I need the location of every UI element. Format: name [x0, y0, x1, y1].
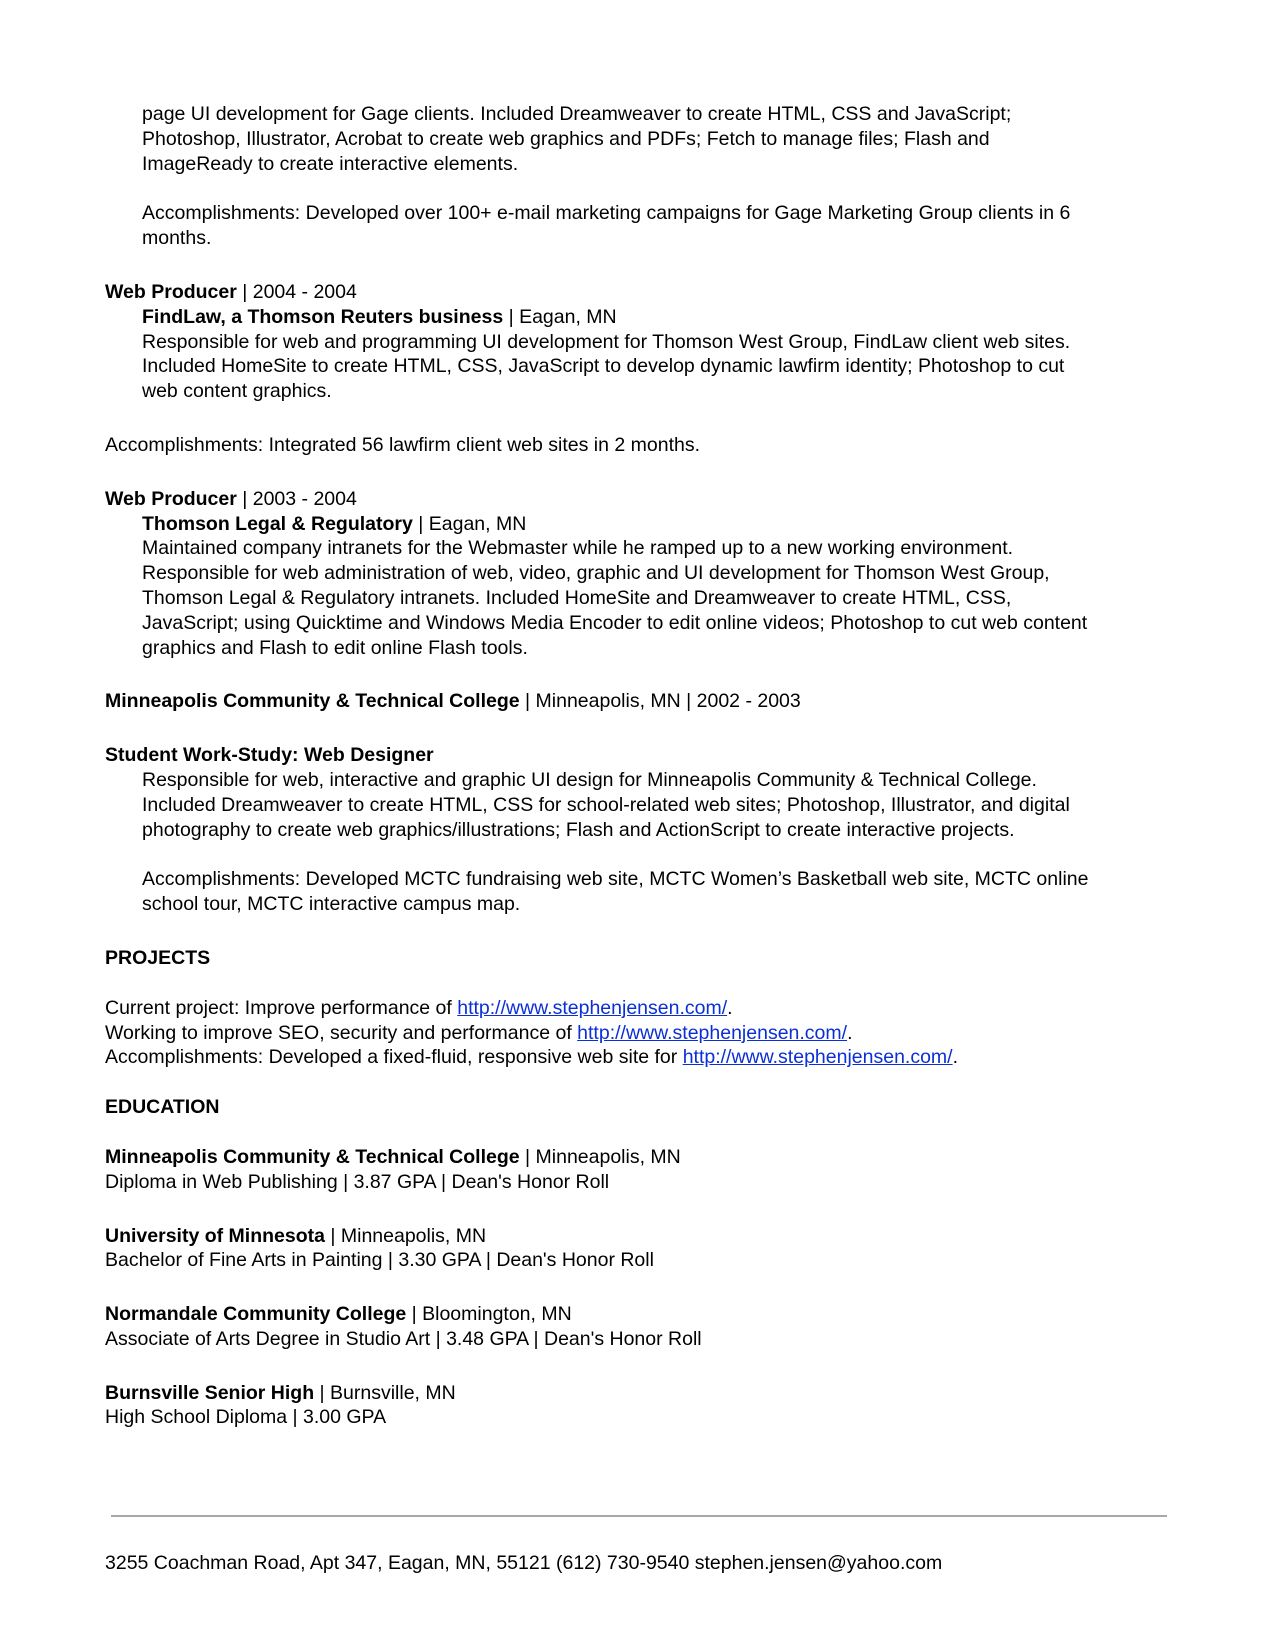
- project-text: Current project: Improve performance of: [105, 996, 458, 1019]
- gage-description: [105, 102, 1175, 176]
- school-name: University of Minnesota: [105, 1224, 325, 1247]
- school-heading: [105, 1224, 1175, 1249]
- education-heading: EDUCATION: [105, 1096, 220, 1119]
- school-heading: [105, 1302, 1175, 1327]
- gage-desc-line: Photoshop, Illustrator, Acrobat to create web graphics and PDFs; Fetch to manage files; Flash and: [142, 127, 990, 150]
- mctc-job-title: Student Work-Study: Web Designer: [105, 744, 434, 767]
- school-heading: [105, 1381, 1175, 1406]
- gage-desc-line: page UI development for Gage clients. Included Dreamweaver to create HTML, CSS and JavaScript;: [142, 103, 1012, 125]
- project-line: [105, 996, 1175, 1021]
- gage-desc-line: ImageReady to create interactive elements.: [142, 152, 519, 175]
- school-location: | Burnsville, MN: [314, 1381, 456, 1404]
- thomson-desc-line: Responsible for web administration of web, video, graphic and UI development for Thomson West Group,: [142, 562, 1050, 585]
- company-name: Thomson Legal & Regulatory: [142, 512, 413, 535]
- website-link[interactable]: http://www.stephenjensen.com/: [682, 1046, 953, 1069]
- mctc-accomplishment-line: school tour, MCTC interactive campus map.: [142, 893, 521, 916]
- school-location: | Bloomington, MN: [406, 1303, 572, 1326]
- project-line: [105, 1045, 1175, 1070]
- thomson-desc-line: Thomson Legal & Regulatory intranets. Included HomeSite and Dreamweaver to create HTML, CSS,: [142, 586, 1012, 609]
- school-name: Normandale Community College: [105, 1303, 407, 1326]
- job-dates: | 2003 - 2004: [236, 487, 357, 510]
- job-title: Web Producer: [105, 487, 237, 510]
- school-location: | Minneapolis, MN: [324, 1224, 487, 1247]
- gage-accomplishments: [105, 201, 1175, 251]
- company-location: | Eagan, MN: [412, 512, 527, 535]
- gage-accomplishment-line: months.: [142, 227, 212, 250]
- project-text: Accomplishments: Developed a fixed-fluid, responsive web site for: [105, 1046, 683, 1069]
- thomson-job-heading: [105, 487, 1175, 512]
- school-name: Minneapolis Community & Technical College: [105, 1145, 520, 1168]
- thomson-company-line: [142, 512, 1175, 537]
- project-suffix: .: [952, 1046, 959, 1069]
- job-title: Web Producer: [105, 280, 237, 303]
- job-dates: | 2004 - 2004: [236, 280, 357, 303]
- findlaw-desc-line: Included HomeSite to create HTML, CSS, JavaScript to develop dynamic lawfirm identity; Photoshop to cut: [142, 355, 1065, 378]
- footer-contact: 3255 Coachman Road, Apt 347, Eagan, MN, 55121 (612) 730-9540 stephen.jensen@yahoo.com: [105, 1552, 943, 1574]
- mctc-accomplishments: [105, 867, 1175, 917]
- school-location: | Minneapolis, MN: [519, 1145, 681, 1168]
- findlaw-desc-line: Responsible for web and programming UI development for Thomson West Group, FindLaw client web sites.: [142, 330, 1071, 353]
- thomson-details: [105, 512, 1175, 661]
- findlaw-company-line: [142, 305, 1175, 330]
- school-detail: Associate of Arts Degree in Studio Art | 3.48 GPA | Dean's Honor Roll: [105, 1327, 702, 1350]
- project-line: [105, 1021, 1175, 1046]
- school-detail: Diploma in Web Publishing | 3.87 GPA | Dean's Honor Roll: [105, 1170, 610, 1193]
- projects-heading: PROJECTS: [105, 946, 211, 969]
- mctc-desc-line: Responsible for web, interactive and graphic UI design for Minneapolis Community & Technical College.: [142, 768, 1037, 791]
- findlaw-accomplishment: Accomplishments: Integrated 56 lawfirm client web sites in 2 months.: [105, 433, 701, 456]
- footer-divider: [111, 1515, 1167, 1517]
- thomson-desc-line: JavaScript; using Quicktime and Windows Media Encoder to edit online videos; Photoshop to cut web content: [142, 611, 1088, 634]
- company-name: FindLaw, a Thomson Reuters business: [142, 305, 504, 328]
- employer-name: Minneapolis Community & Technical College: [105, 690, 520, 713]
- resume-content: [105, 102, 1175, 1430]
- project-suffix: .: [727, 996, 733, 1019]
- website-link[interactable]: http://www.stephenjensen.com/: [457, 996, 728, 1019]
- employer-location-dates: | Minneapolis, MN | 2002 - 2003: [519, 690, 801, 713]
- mctc-desc-line: photography to create web graphics/illustrations; Flash and ActionScript to create interactive projects.: [142, 818, 1015, 841]
- website-link[interactable]: http://www.stephenjensen.com/: [577, 1021, 848, 1044]
- school-detail: Bachelor of Fine Arts in Painting | 3.30 GPA | Dean's Honor Roll: [105, 1249, 654, 1272]
- school-name: Burnsville Senior High: [105, 1381, 315, 1404]
- findlaw-desc-line: web content graphics.: [142, 380, 332, 403]
- findlaw-details: [105, 305, 1175, 404]
- findlaw-job-heading: [105, 280, 1175, 305]
- gage-accomplishment-line: Accomplishments: Developed over 100+ e-mail marketing campaigns for Gage Marketing Group clients in 6: [142, 202, 1071, 225]
- project-suffix: .: [847, 1021, 853, 1044]
- school-heading: [105, 1145, 1175, 1170]
- thomson-desc-line: Maintained company intranets for the Webmaster while he ramped up to a new working environment.: [142, 537, 1014, 560]
- mctc-accomplishment-line: Accomplishments: Developed MCTC fundraising web site, MCTC Women’s Basketball web site, MCTC online: [142, 868, 1089, 891]
- mctc-employer-heading: [105, 689, 1175, 714]
- project-text: Working to improve SEO, security and performance of: [105, 1021, 578, 1044]
- mctc-details: [105, 768, 1175, 842]
- company-location: | Eagan, MN: [503, 305, 617, 328]
- school-detail: High School Diploma | 3.00 GPA: [105, 1406, 387, 1429]
- thomson-desc-line: graphics and Flash to edit online Flash tools.: [142, 636, 528, 659]
- mctc-desc-line: Included Dreamweaver to create HTML, CSS for school-related web sites; Photoshop, Illustrator, and digital: [142, 793, 1070, 816]
